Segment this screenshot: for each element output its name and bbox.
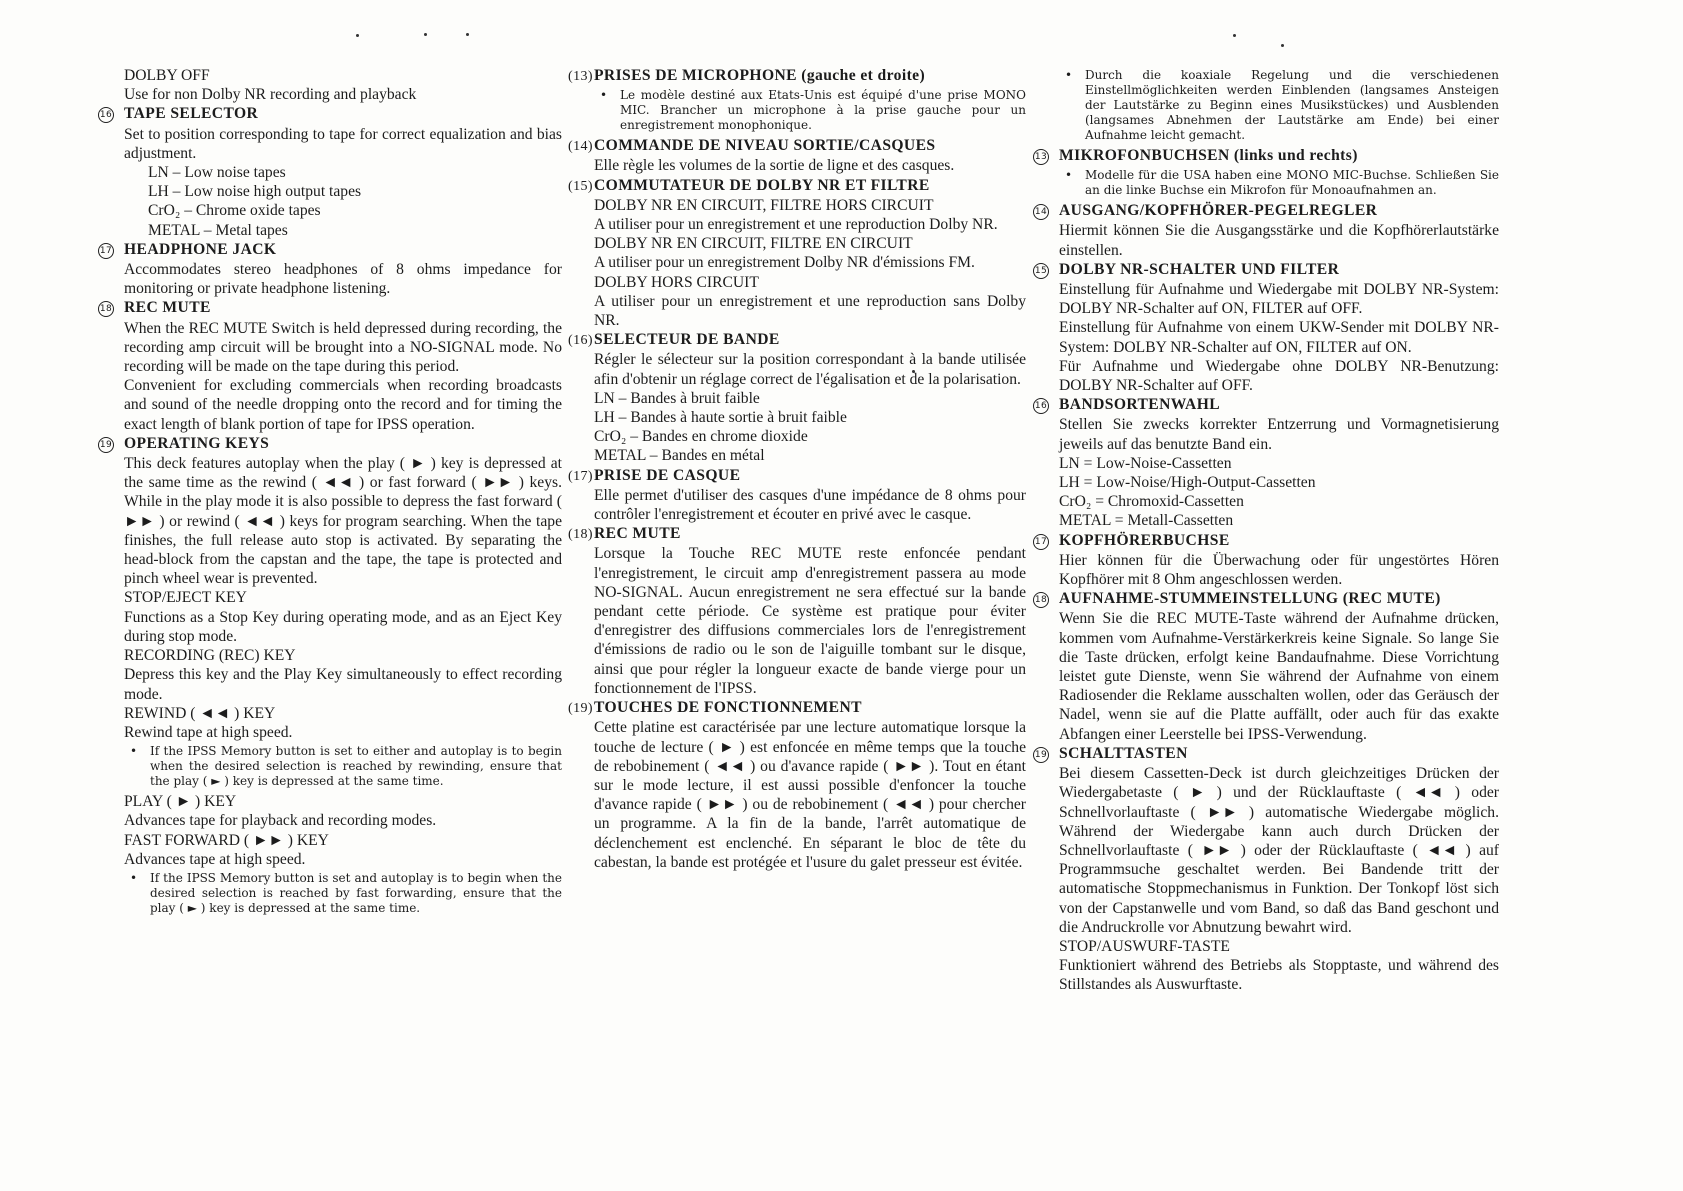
- paragraph: This deck features autoplay when the play ( ► ) key is depressed at the same time as the rewind ( ◄◄ ) or fast forward ( ►► ) keys. While in the play mode it is also possible to depress the fast forward ( ►► ) or rewind ( ◄◄ ) keys for program searching. When the tape finishes, the full release auto stop is activated. By separating the head-block from the capstan and the tape, the tape is protected and pinch wheel wear is prevented.: [124, 455, 562, 588]
- subheading: RECORDING (REC) KEY: [124, 647, 296, 665]
- section-heading: [568, 66, 1026, 86]
- subheading: DOLBY NR EN CIRCUIT, FILTRE EN CIRCUIT: [594, 235, 913, 253]
- paragraph: When the REC MUTE Switch is held depressed during recording, the recording amp circuit will be brought into a NO-SIGNAL mode. No recording will be made on the tape during this period.: [124, 319, 562, 376]
- paragraph: Advances tape at high speed.: [124, 850, 306, 868]
- scan-speck: [424, 33, 427, 36]
- section-title: SELECTEUR DE BANDE: [594, 331, 780, 349]
- subheading: CrO₂ – Bandes en chrome dioxide: [594, 428, 808, 446]
- section-heading: [1034, 589, 1499, 609]
- section-heading: [99, 240, 562, 260]
- section-number: (16): [568, 333, 593, 349]
- section-number: 15: [1033, 261, 1059, 280]
- section-title: AUFNAHME-STUMMEINSTELLUNG (REC MUTE): [1059, 590, 1441, 608]
- paragraph: Rewind tape at high speed.: [124, 723, 293, 741]
- subheading: METAL – Metal tapes: [148, 221, 288, 239]
- scan-speck: [1233, 34, 1236, 37]
- section-title: KOPFHÖRERBUCHSE: [1059, 531, 1230, 549]
- section-heading: [1034, 260, 1499, 280]
- section-heading: [1034, 201, 1499, 221]
- paragraph: Für Aufnahme und Wiedergabe ohne DOLBY NR-Benutzung: DOLBY NR-Schalter auf OFF.: [1059, 357, 1499, 395]
- paragraph: Cette platine est caractérisée par une lecture automatique lorsque la touche de lecture ( ► ) est enfoncée en même temps que la touche de rebobinement ( ◄◄ ) ou d'avance rapide ( ►► ). Tout en étant sur le mode lecture, il est aussi possible d'enfoncer la touche d'avance rapide ( ►► ) ou de rebobinement ( ◄◄ ) pour chercher un programme. A la fin de la bande, l'arrêt automatique de déclenchement est enclenché. En séparant le bloc de tête du cabestan, la bande est protégée et l'usure du galet presseur est évitée.: [594, 719, 1026, 871]
- subheading: DOLBY OFF: [124, 67, 210, 84]
- paragraph: Elle permet d'utiliser des casques d'une impédance de 8 ohms pour contrôler l'enregistrement et écouter en privé avec le casque.: [594, 486, 1026, 524]
- subheading: CrO₂ – Chrome oxide tapes: [148, 202, 321, 220]
- section-title: COMMUTATEUR DE DOLBY NR ET FILTRE: [594, 176, 930, 194]
- section-title: OPERATING KEYS: [124, 434, 270, 452]
- section-heading: [568, 524, 1026, 544]
- section-heading: [568, 698, 1026, 718]
- section-number: 19: [1033, 745, 1059, 764]
- subheading: REWIND ( ◄◄ ) KEY: [124, 704, 276, 722]
- section-number: (14): [568, 139, 593, 155]
- paragraph: A utiliser pour un enregistrement Dolby NR d'émissions FM.: [594, 254, 975, 272]
- bullet-icon: •: [1065, 168, 1073, 183]
- subheading: LN – Bandes à bruit faible: [594, 389, 760, 407]
- section-number: 16: [98, 105, 124, 124]
- bullet-icon: •: [600, 88, 608, 103]
- section-title: DOLBY NR-SCHALTER UND FILTER: [1059, 260, 1340, 278]
- paragraph: A utiliser pour un enregistrement et une reproduction Dolby NR.: [594, 216, 998, 234]
- subheading: STOP/EJECT KEY: [124, 589, 247, 607]
- column-german: [1034, 66, 1499, 995]
- section-heading: [1034, 531, 1499, 551]
- subheading: LN – Low noise tapes: [148, 164, 286, 182]
- section-title: REC MUTE: [594, 525, 681, 543]
- paragraph: Hier können für die Überwachung oder für ungestörtes Hören Kopfhörer mit 8 Ohm angeschlossen werden.: [1059, 551, 1499, 589]
- bullet-icon: •: [1065, 68, 1073, 82]
- section-number: (13): [568, 69, 593, 84]
- scan-speck: [1281, 44, 1284, 47]
- section-heading: [99, 434, 562, 454]
- section-number: 16: [1033, 396, 1059, 415]
- section-heading: [568, 136, 1026, 156]
- section-number: 14: [1033, 202, 1059, 221]
- section-number: 18: [98, 299, 124, 318]
- paragraph: Accommodates stereo headphones of 8 ohms impedance for monitoring or private headphone listening.: [124, 261, 562, 298]
- section-heading: [99, 104, 562, 124]
- section-number: (18): [568, 527, 593, 543]
- section-title: PRISES DE MICROPHONE (gauche et droite): [594, 67, 926, 84]
- paragraph: Set to position corresponding to tape for correct equalization and bias adjustment.: [124, 125, 562, 162]
- section-title: TAPE SELECTOR: [124, 105, 259, 123]
- section-title: BANDSORTENWAHL: [1059, 396, 1221, 414]
- section-heading: [568, 176, 1026, 196]
- paragraph: Stellen Sie zwecks korrekter Entzerrung und Vormagnetisierung jeweils auf das benutzte Band ein.: [1059, 416, 1499, 453]
- section-number: (17): [568, 468, 593, 484]
- section-title: TOUCHES DE FONCTIONNEMENT: [594, 699, 862, 717]
- section-title: HEADPHONE JACK: [124, 240, 277, 258]
- paragraph: Advances tape for playback and recording modes.: [124, 812, 437, 830]
- section-number: 17: [98, 241, 124, 260]
- subheading: METAL = Metall-Cassetten: [1059, 512, 1234, 530]
- section-title: COMMANDE DE NIVEAU SORTIE/CASQUES: [594, 137, 936, 155]
- footnote: [124, 744, 562, 789]
- subheading: DOLBY HORS CIRCUIT: [594, 273, 759, 291]
- subheading: LH – Low noise high output tapes: [148, 183, 362, 201]
- section-heading: [568, 466, 1026, 486]
- footnote-text: Durch die koaxiale Regelung und die verschiedenen Einstellmöglichkeiten werden Einblenden (langsames Ansteigen der Lautstärke zu Beginn eines Musikstückes) und Ausblenden (langsames Abnehmen der Lautstärke am Ende) bei einer Aufnahme leicht gemacht.: [1085, 68, 1499, 142]
- section-number: 19: [98, 435, 124, 454]
- paragraph: Einstellung für Aufnahme und Wiedergabe mit DOLBY NR-System: DOLBY NR-Schalter auf ON, FILTER auf OFF.: [1059, 281, 1499, 318]
- paragraph: A utiliser pour un enregistrement et une reproduction sans Dolby NR.: [594, 292, 1026, 330]
- subheading: STOP/AUSWURF-TASTE: [1059, 937, 1230, 955]
- subheading: DOLBY NR EN CIRCUIT, FILTRE HORS CIRCUIT: [594, 196, 934, 214]
- bullet-icon: •: [130, 870, 138, 885]
- paragraph: Use for non Dolby NR recording and playback: [124, 86, 417, 104]
- paragraph: Hiermit können Sie die Ausgangsstärke und die Kopfhörerlautstärke einstellen.: [1059, 222, 1499, 259]
- section-heading: [99, 298, 562, 318]
- footnote: [124, 871, 562, 916]
- subheading: LH – Bandes à haute sortie à bruit faible: [594, 409, 847, 427]
- subheading: METAL – Bandes en métal: [594, 447, 765, 465]
- section-heading: [568, 330, 1026, 350]
- section-title: PRISE DE CASQUE: [594, 466, 741, 484]
- footnote-text: If the IPSS Memory button is set and autoplay is to begin when the desired selection is reached by fast forwarding, ensure that the play ( ► ) key is depressed at the same time.: [150, 870, 562, 915]
- scan-speck: [356, 34, 359, 37]
- paragraph: Einstellung für Aufnahme von einem UKW-Sender mit DOLBY NR-System: DOLBY NR-Schalter auf ON, FILTER auf ON.: [1059, 319, 1499, 356]
- section-number: 13: [1033, 147, 1059, 166]
- section-title: SCHALTTASTEN: [1059, 744, 1188, 762]
- section-number: (19): [568, 701, 593, 717]
- subheading: LN = Low-Noise-Cassetten: [1059, 454, 1232, 472]
- column-french: [568, 66, 1026, 872]
- section-title: MIKROFONBUCHSEN (links und rechts): [1059, 147, 1358, 164]
- section-number: 17: [1033, 532, 1059, 551]
- paragraph: Lorsque la Touche REC MUTE reste enfoncée pendant l'enregistrement, le circuit amp d'enregistrement passera au mode NO-SIGNAL. Aucun enregistrement ne sera effectué sur la bande pendant cette période. Ce système est pratique pour éviter d'enregistrer des diffusions commerciales lors de l'enregistrement d'émissions de radio ou le son de l'aiguille tombant sur le disque, ainsi que pour régler la longueur exacte de bande vierge pour un fonctionnement de l'IPSS.: [594, 545, 1026, 697]
- section-title: AUSGANG/KOPFHÖRER-PEGELREGLER: [1059, 202, 1378, 220]
- footnote: [1059, 68, 1499, 143]
- section-heading: [1034, 395, 1499, 415]
- footnote-text: Le modèle destiné aux Etats-Unis est équipé d'une prise MONO MIC. Brancher un microphone à la prise gauche pour un enregistrement monophonique.: [620, 88, 1026, 133]
- footnote: [594, 88, 1026, 133]
- column-english: [99, 66, 562, 919]
- bullet-icon: •: [130, 744, 138, 759]
- paragraph: Convenient for excluding commercials when recording broadcasts and sound of the needle dropping onto the record and for timing the exact length of blank portion of tape for IPSS operation.: [124, 377, 562, 433]
- paragraph: Functions as a Stop Key during operating mode, and as an Eject Key during stop mode.: [124, 608, 562, 645]
- paragraph: Funktioniert während des Betriebs als Stopptaste, und während des Stillstandes als Auswurftaste.: [1059, 957, 1499, 994]
- paragraph: Wenn Sie die REC MUTE-Taste während der Aufnahme drücken, kommen vom Aufnahme-Verstärkerkreis keine Signale. So lange Sie die Taste drücken, erfolgt keine Bandaufnahme. Diese Vorrichtung leistet gute Dienste, wenn Sie während der Aufnahme von einem Radiosender die Reklame ausschalten wollen, oder das Geräusch der Nadel, wenn sie auf die Platte auffällt, oder auch für das exakte Abfangen einer Leerstelle bei IPSS-Verwendung.: [1059, 610, 1499, 743]
- footnote: [1059, 168, 1499, 198]
- section-number: (15): [568, 178, 593, 194]
- section-number: 18: [1033, 590, 1059, 609]
- subheading: LH = Low-Noise/High-Output-Cassetten: [1059, 474, 1316, 492]
- subheading: FAST FORWARD ( ►► ) KEY: [124, 831, 329, 849]
- paragraph: Bei diesem Cassetten-Deck ist durch gleichzeitiges Drücken der Wiedergabetaste ( ► ) und der Rücklauftaste ( ◄◄ ) oder Schnellvorlauftaste ( ►► ) automatische Wiedergabe möglich. Während der Wiedergabe kann auch durch Drücken der Schnellvorlauftaste ( ►► ) oder der Rücklauftaste ( ◄◄ ) auf Programmsuche geschaltet werden. Bei Bandende tritt der automatische Stoppmechanismus in Funktion. Der Tonkopf löst sich von der Capstanwelle und vom Band, so daß das Band geschont und die Andruckrolle vor Abnutzung bewahrt wird.: [1059, 765, 1499, 936]
- footnote-text: If the IPSS Memory button is set to either and autoplay is to begin when the desired selection is reached by rewinding, ensure that the play ( ► ) key is depressed at the same time.: [150, 744, 562, 789]
- subheading: PLAY ( ► ) KEY: [124, 793, 237, 811]
- scan-speck: [466, 33, 469, 36]
- paragraph: Depress this key and the Play Key simultaneously to effect recording mode.: [124, 666, 562, 703]
- section-title: REC MUTE: [124, 299, 211, 317]
- section-heading: [1034, 146, 1499, 166]
- footnote-text: Modelle für die USA haben eine MONO MIC-Buchse. Schließen Sie an die linke Buchse ein Mikrofon für Monoaufnahmen an.: [1085, 168, 1499, 198]
- subheading: CrO₂ = Chromoxid-Cassetten: [1059, 493, 1244, 511]
- section-heading: [1034, 744, 1499, 764]
- paragraph: Elle règle les volumes de la sortie de ligne et des casques.: [594, 157, 955, 175]
- paragraph: Régler le sélecteur sur la position correspondant à la bande utilisée afin d'obtenir un réglage correct de l'égalisation et de la polarisation.: [594, 351, 1026, 388]
